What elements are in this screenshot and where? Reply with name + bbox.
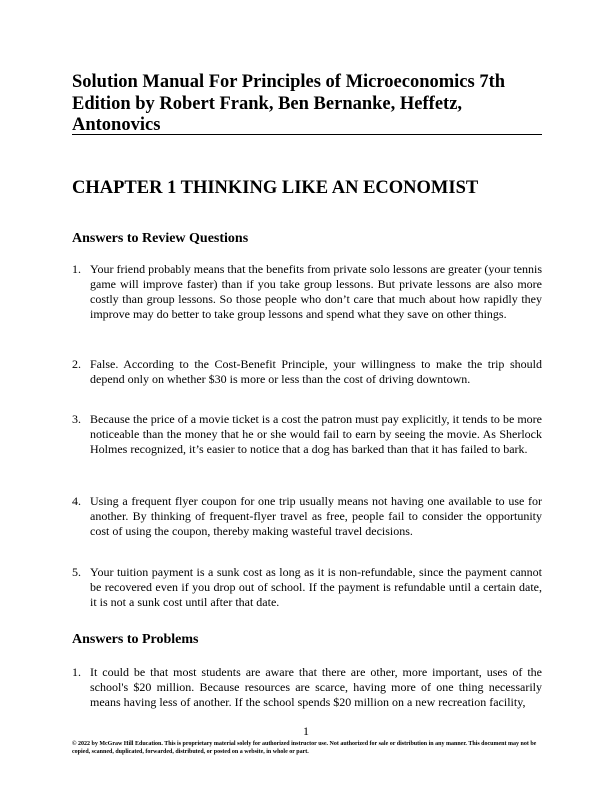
item-number: 4. (72, 494, 81, 508)
item-text: Your tuition payment is a sunk cost as long as it is non-refundable, since the payment cannot be recovered even if you drop out of school. If the payment is refundable until a certain date, it is not a sunk cost until after that date. (90, 565, 542, 609)
problem-answer-1 (72, 665, 542, 710)
item-text: Because the price of a movie ticket is a cost the patron must pay explicitly, it tends to be more noticeable than the money that he or she would fail to earn by seeing the movie. As Sherlock Holmes recognized, it’s easier to notice that a dog has barked than that it has failed to bark. (90, 412, 542, 456)
page-number: 1 (303, 724, 309, 738)
chapter-heading: CHAPTER 1 THINKING LIKE AN ECONOMIST (72, 178, 479, 198)
document-title: Solution Manual For Principles of Microeconomics 7th Edition by Robert Frank, Ben Bernanke, Heffetz, Antonovics (72, 72, 506, 135)
item-number: 1. (72, 262, 81, 276)
title-divider (72, 134, 542, 135)
item-number: 3. (72, 412, 81, 426)
item-text: False. According to the Cost-Benefit Principle, your willingness to make the trip should depend only on whether $30 is more or less than the cost of driving downtown. (90, 357, 542, 386)
review-answer-2 (72, 357, 542, 387)
item-text: Using a frequent flyer coupon for one trip usually means not having one available to use for another. By thinking of frequent-flyer travel as free, people fail to consider the opportunity cost of using the coupon, thereby making wasteful travel decisions. (90, 494, 542, 538)
item-text: It could be that most students are aware that there are other, more important, uses of the school's $20 million. Because resources are scarce, having more of one thing necessarily means having less of another. If the school spends $20 million on a new recreation facility, (90, 665, 542, 709)
item-number: 1. (72, 665, 81, 679)
copyright-footer: © 2022 by McGraw Hill Education. This is proprietary material solely for authorized instructor use. Not authorized for sale or distribution in any manner. This document may not be copied, scanned, duplicated, forwarded, distributed, or posted on a website, in whole or part. (72, 741, 537, 755)
review-answer-5 (72, 565, 542, 610)
review-answer-1 (72, 262, 542, 322)
review-questions-heading: Answers to Review Questions (72, 231, 249, 246)
review-answer-4 (72, 494, 542, 539)
review-answer-3 (72, 412, 542, 457)
item-number: 2. (72, 357, 81, 371)
item-text: Your friend probably means that the benefits from private solo lessons are greater (your tennis game will improve faster) than if you take group lessons. But private lessons are also more costly than group lessons. So those people who don’t care that much about how rapidly they improve may do better to take group lessons and spend what they save on other things. (90, 262, 542, 321)
item-number: 5. (72, 565, 81, 579)
problems-heading: Answers to Problems (72, 632, 199, 647)
